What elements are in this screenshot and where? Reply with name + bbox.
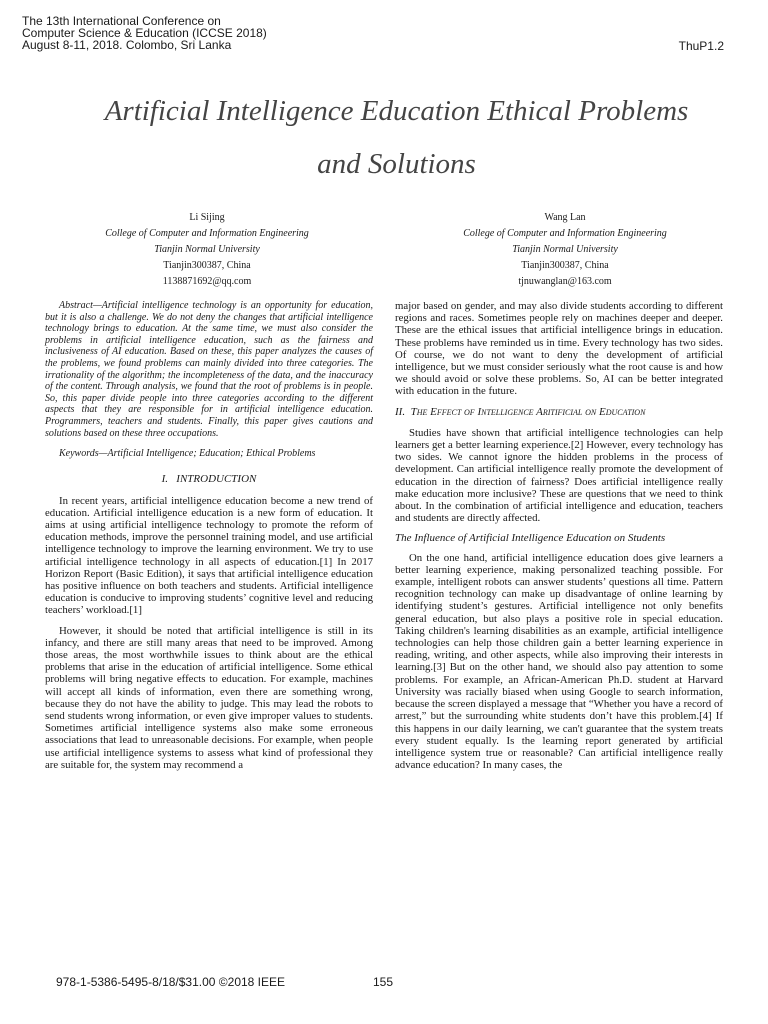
paper-title (40, 85, 753, 191)
title-line-1: Artificial Intelligence Education Ethical Problems (104, 95, 689, 127)
subsection-heading: The Influence of Artificial Intelligence Education on Students (395, 532, 666, 545)
author-university: Tianjin Normal University (512, 244, 618, 255)
page-number: 155 (373, 975, 394, 989)
footer-isbn: 978-1-5386-5495-8/18/$31.00 ©2018 IEEE (56, 975, 286, 989)
abstract: Abstract—Artificial intelligence technology is an opportunity for education, but it is also a challenge. We do not deny the changes that artificial intelligence technology brings to education. At the same time, we must also consider the problems in artificial intelligence education, such as the fairness and inclusiveness of AI education. Based on these, this paper analyzes the causes of the problems, we found problems can mainly divided into three categories. The irrationality of the algorithm; the incompleteness of the data, and the inaccuracy of the content. Through analysis, we found that the root of problems is in people. So, this paper divide people into three categories according to the different aspects that they are responsible for in artificial intelligence education. Programmers, teachers and students. Finally, this paper gives cautions and solutions based on these three occupations. (45, 300, 373, 439)
conference-line: The 13th International Conference on (22, 14, 221, 28)
right-column (395, 300, 723, 779)
author-name: Wang Lan (544, 212, 586, 223)
conference-line: August 8-11, 2018. Colombo, Sri Lanka (22, 38, 232, 52)
author-city: Tianjin300387, China (521, 260, 609, 271)
author-department: College of Computer and Information Engineering (463, 228, 667, 239)
section-heading-introduction (45, 473, 373, 485)
author-name: Li Sijing (189, 212, 225, 223)
paragraph: In recent years, artificial intelligence education become a new trend of education. Artificial intelligence education is a new form of education. It aims at using artificial intelligence technology to promote the reform of education methods, improve the personnel training model, and use artificial intelligence technology to improve the learning environment. We try to use artificial intelligence technology in all aspects of education.[1] In 2017 Horizon Report (Basic Edition), it says that artificial intelligence education has positive influence on both teachers and students. Artificial intelligence education is conducive to improving students’ cognitive level and reducing teachers’ workload.[1] (45, 494, 373, 617)
paragraph: major based on gender, and may also divide students according to different regions and races. Sometimes people rely on machines deeper and deeper. These are the ethical issues that artificial intelligence brings in education. These problems have reminded us in time. Every technology has two sides. Of course, we do not want to deny the development of artificial intelligence, but we must consider seriously what the root cause is and how we should avoid or solve these problems. So, AI can be better integrated with education in the future. (395, 300, 723, 398)
section-number: II. (395, 405, 406, 418)
author-email[interactable]: tjnuwanglan@163.com (518, 276, 612, 287)
paragraph: However, it should be noted that artificial intelligence is still in its infancy, and there are still many areas that need to be improved. Among those areas, the most worthwhile issues to think about are the ethical problems that arise in the education of artificial intelligence. Some ethical problems will bring negative effects to education. For example, machines will accept all kinds of information, even there are something wrong, because they do not have the ability to judge. This may lead the robots to send students wrong information, or even give improper values to students. Sometimes artificial intelligence systems also make some erroneous associations that lead to unreasonable decisions. For example, when people use artificial intelligence systems to assess what kind of professional they are suitable for, the system may recommend a (45, 624, 373, 771)
author-email[interactable]: 1138871692@qq.com (162, 276, 252, 287)
author-city: Tianjin300387, China (163, 260, 251, 271)
paragraph: On the one hand, artificial intelligence education does give learners a better learning experience, making personalized teaching possible. For example, intelligent robots can answer students’ questions all time. Pattern recognition technology can make up disadvantage of online learning by identifying student’s gestures. Artificial intelligence not only benefits general education, but also plays a positive role in special education. Taking children's learning disabilities as an example, artificial intelligence technologies can help those children gain a better learning experience in reading, writing, and other aspects, while also improving their interests in learning.[3] But on the other hand, we should also pay attention to some problems. For example, an African-American Ph.D. student at Harvard University was racially biased when using Google to search information, because the screen displayed a message that “Whether you have a record of arrest,” but the surrounding white students don’t have this problem.[4] If this happens in our daily learning, we can't guarantee that the system treats every student equally. Is the learning report generated by artificial intelligence system true or reasonable? Can artificial intelligence really advance education? In many cases, the (395, 551, 723, 772)
paper-code: ThuP1.2 (678, 39, 724, 53)
author-block (400, 210, 730, 290)
paragraph: Studies have shown that artificial intelligence technologies can help learners get a better learning experience.[2] However, every technology has two sides. We cannot ignore the hidden problems in the process of development. Can artificial intelligence really promote the development of education in the direction of fairness? Does artificial intelligence really make education more inclusive? These are questions that we need to think about. In the combination of artificial intelligence and education, teachers and students are directly affected. (395, 426, 723, 525)
title-line-2: and Solutions (317, 148, 476, 180)
keywords: Keywords—Artificial Intelligence; Education; Ethical Problems (59, 448, 316, 460)
section-number: I. (161, 473, 169, 486)
left-column (45, 300, 373, 779)
conference-header (22, 15, 267, 51)
author-university: Tianjin Normal University (154, 244, 260, 255)
author-department: College of Computer and Information Engineering (105, 228, 309, 239)
section-title: The Effect of Intelligence Aritificial on Education (410, 405, 646, 418)
author-block (42, 210, 372, 290)
section-title-initial: I (176, 473, 180, 486)
section-heading-effect (395, 406, 723, 418)
conference-line: Computer Science & Education (ICCSE 2018) (22, 26, 267, 40)
section-title-rest: NTRODUCTION (179, 473, 257, 486)
